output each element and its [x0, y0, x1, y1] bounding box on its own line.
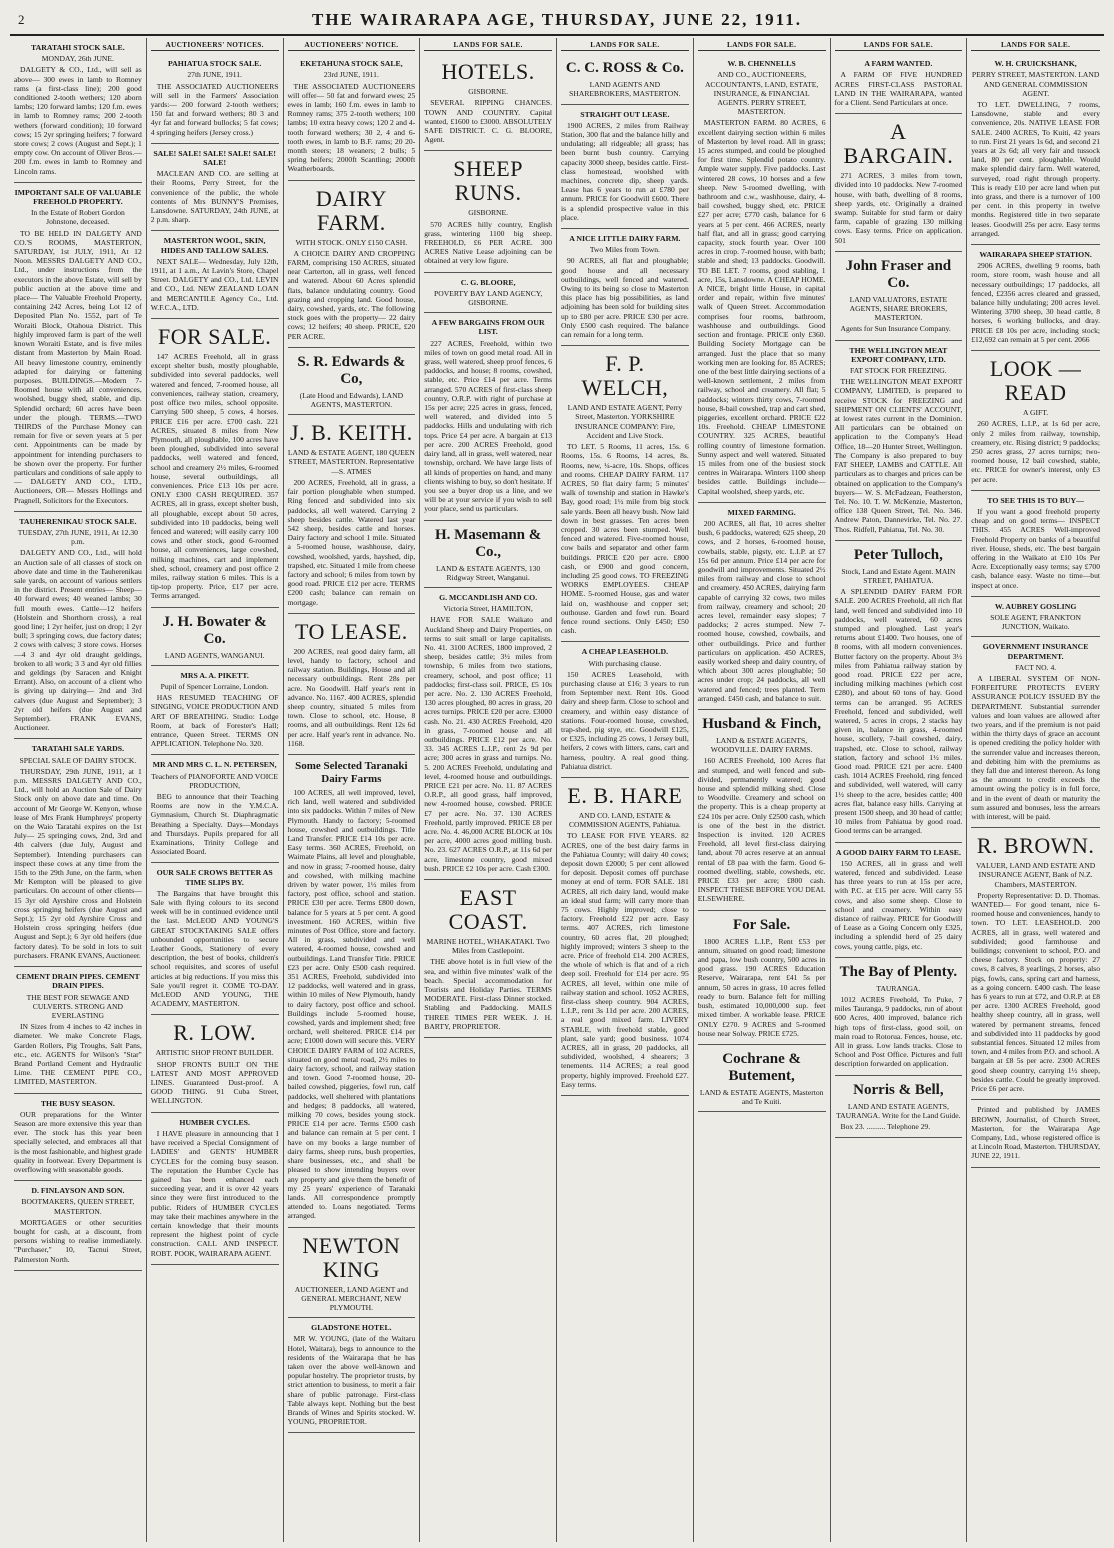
advertisement-subheading: LAND & ESTATE AGENTS, 130 Ridgway Street, Wanganui. [436, 563, 541, 582]
advertisement-heading: HOTELS. [441, 59, 535, 85]
advertisement [288, 1228, 416, 1319]
advertisement-body: Box 23. .......... Telephone 29. [840, 1122, 931, 1132]
advertisement [151, 1113, 279, 1265]
advertisement-subheading: THE BEST FOR SEWAGE AND CULVERTS. STRONG AND EVERLASTING [26, 992, 130, 1020]
advertisement-body: 227 ACRES, Freehold, within two miles of town on good metal road. All in grass, well watered, sheep proof fences, 6 paddocks, and house; 8 rooms, cowshed, stable, etc. Price £14 per acre. Terms arranged. 570 ACRES of first-class sheep country, O.R.P. with right of purchase at 15s per acre; 225 acres in grass, fenced, well watered, and divided into 5 paddocks. Hills and undulating with rich tops. Price £4 per acre. A bargain at £13 per acre. 200 ACRES Freehold, good dairy land, all in grass, well watered, near township, orchard. We have large lists of all kinds of properties on hand, and many clients wishing to buy, so don't hesitate. If you see a buyer drop us a line, and we will be at your service if you wish to sell your place, send us particulars. [424, 338, 552, 514]
advertisement-subheading: LAND & ESTATE AGENT, 180 QUEEN STREET, MASTERTON. Representative—S. ATMES [287, 448, 415, 476]
advertisement [561, 642, 689, 778]
advertisement-subheading: Teachers of PIANOFORTE AND VOICE PRODUCTION, [151, 771, 278, 790]
advertisement-subheading: Two Miles from Town. [589, 245, 660, 255]
advertisement-heading: A FARM WANTED. [864, 59, 933, 69]
advertisement-subheading: TUESDAY, 27th JUNE, 1911, At 12.30 p.m. [17, 527, 138, 547]
advertisement-heading: J. B. KEITH. [290, 420, 413, 446]
advertisement-heading: SHEEP RUNS. [453, 156, 523, 206]
advertisement-heading: John Fraser and Co. [845, 257, 952, 291]
advertisement-body: MACLEAN AND CO. are selling at their Rooms, Perry Street, for the convenience of the public, the whole contents of Mrs BUNNY'S Premises, Lansdowne. SATURDAY, 24th JUNE, at 2 p.m. sharp. [150, 169, 279, 225]
advertisement [835, 252, 963, 341]
advertisement-body: 147 ACRES Freehold, all in grass except shelter bush, mostly ploughable, subdivided into several paddocks, well watered and fenced, 7-roomed house, all conveniences, railway station, creamery, post office two miles, school opposite. Carrying 500 sheep, 5 cows, 4 horses. PRICE £16 per acre. £700 cash. 221 ACRES, situated 8 miles from New Plymouth, all ploughable, 100 acres have been ploughed, subdivided into several paddocks, well watered and fenced, school and creamery 2½ miles, 6-roomed house, several outbuildings, all conveniences. Price £13 10s per acre. ONLY £300 CASH REQUIRED. 357 ACRES, all in grass, except shelter bush, all ploughable, except about 50 acres, subdivided into 10 paddocks, being well fenced and watered; will easily carry 100 cows and other stock, good 6-roomed house, all conveniences, large cowshed, milking machines, cart and implement shed, school, creamery and post office 2 miles, railway station 6 miles. This is a tip-top property. Price, £17 per acre. Terms arranged. [150, 352, 279, 601]
advertisement-body: 90 ACRES, all flat and ploughable; good house and all necessary outbuildings, well fenced and watered. Owing to its being so close to Masterton this place has big possibilities, as land adjoining has been sold for building sites up to £80 per acre. PRICE £30 per acre. Only £500 cash required. The balance can remain for a long term. [561, 256, 689, 340]
advertisement [424, 273, 552, 314]
advertisement [151, 608, 279, 666]
advertisement-body: A CHOICE DAIRY AND CROPPING FARM, comprising 150 ACRES, situated near Carterton, all in grass, well fenced and watered. About 60 Acres splendid flats, balance undulating country. Good grazing and cropping land. Good house, dairy, cowshed, yards, etc. The following stock goes with the property— 22 dairy cows; 12 heifers; 40 sheep. PRICE, £20 PER ACRE. [287, 248, 416, 341]
advertisement-heading: H. Masemann & Co., [435, 526, 542, 560]
advertisement-subheading: LAND VALUATORS, ESTATE AGENTS, SHARE BROKERS, MASTERTON. [849, 294, 948, 323]
advertisement-heading: A BARGAIN. [843, 119, 954, 169]
advertisement-body: 271 ACRES, 3 miles from town, divided into 10 paddocks. New 7-roomed house, with bath, dwelling of 8 rooms, sheep yards, etc. Originally a drained swamp. Suitable for stud farm or dairy farm, capable of grazing 130 milking cows. Easy terms. Price on application. 501 [834, 171, 963, 245]
section-header: AUCTIONEERS' NOTICE. [288, 38, 416, 51]
advertisement [288, 755, 416, 1228]
advertisement-body: MR W. YOUNG, (late of the Waitaru Hotel, Waitara), begs to announce to the residents of the Wairarapa that he has taken over the above well-known and popular hostelry. The proprietor trusts, by strict attention to business, to merit a fair share of public patronage. First-class Table always kept. Nothing but the best Brands of Wines and Spirits stocked. W. YOUNG, PROPRIETOR. [287, 1334, 416, 1427]
advertisement [835, 541, 963, 843]
advertisement-body: A FARM OF FIVE HUNDRED ACRES FIRST-CLASS PASTORAL LAND IN THE WAIRARAPA, wanted for a Client. Send Particulars at once. [834, 70, 963, 108]
advertisement-heading: EKETAHUNA STOCK SALE, [300, 59, 403, 69]
advertisement-body: TO LET. 5 Rooms, 11 acres, 15s. 6 Rooms, 15s. 6 Rooms, 14 acres, 8s. Rooms, new, ¼-acre, 10s. Shops, offices and rooms. CHEAP DAIRY FARM. 117 ACRES, 50 flat dairy farm; 5 minutes' walk of township and station in Hawke's Bay, good road; 1½ mile from big stock sale yards. Been all heavy bush. Now laid down in best grasses. Ten acres been cropped. 30 acres been stumped. Well fenced and watered. Five-roomed house, cow bails and separator and other farm buildings. PRICE £20 per acre. £800 cash, or £900 and good concern, including 25 good cows. TO FREEZING WORKS EMPLOYEES. CHEAP HOME. 5-roomed House, gas and water laid on, washhouse and copper set; outhouse. Garden and fowl run. Board fence round sections. Only £450; £50 cash. [561, 442, 689, 636]
advertisement-body: MORTGAGES or other securities bought for cash, at a discount, from persons wishing to realise immediately. "Purchaser," 10, Tacnui Street, Palmerston North. [14, 1217, 142, 1264]
advertisement [288, 54, 416, 180]
advertisement [151, 755, 279, 863]
advertisement-heading: The Bay of Plenty. [839, 963, 958, 980]
advertisement-heading: FOR SALE. [157, 324, 272, 350]
advertisement-heading: TARATAHI SALE YARDS. [31, 744, 125, 754]
advertisement [971, 637, 1100, 828]
advertisement-subheading: Pupil of Spencer Lorraine, London. [160, 681, 269, 691]
advertisement-subheading: 23rd JUNE, 1911. [323, 70, 379, 80]
advertisement-heading: Husband & Finch, [702, 716, 822, 733]
advertisement-heading: IMPORTANT SALE OF VALUABLE FREEHOLD PROPERTY. [14, 187, 142, 207]
advertisement-heading: C. G. BLOORE, [460, 277, 516, 287]
advertisement [835, 958, 963, 1076]
advertisement-body: NEXT SALE— Wednesday, July 12th, 1911, at 1 a.m., At Lavin's Store, Chapel Street. DALGETY and CO., Ltd. LEVIN and CO., Ltd. NEW ZEALAND LOAN and MERCANTILE Agency Co., Ltd. W.F.C.A., LTD. [150, 256, 279, 312]
advertisement-heading: W. B. CHENNELLS [727, 59, 796, 69]
advertisement-subheading: VALUER, LAND AND ESTATE AND INSURANCE AGENT, Bank of N.Z. Chambers, MASTERTON. [975, 861, 1096, 889]
advertisement-heading: PAHIATUA STOCK SALE. [167, 59, 262, 69]
advertisement-body: 150 ACRES, all in grass and well watered, fenced and subdivided. Lease has three years to run at 15s per acre, with P.C. at £15 per acre. Will carry 55 cows, and also some sheep. Close to school and creamery. Within easy distance of railway. PRICE for Goodwill of Lease as a Going Concern only £325, including a splendid herd of 25 dairy cows, young cattle, pigs, etc. [834, 858, 963, 951]
advertisement [971, 351, 1100, 491]
advertisement-body: DALGETY & CO., Ltd., will sell as above— 300 ewes in lamb to Romney rams (a first-class line); 200 good conditioned 2-tooth wethers; 120 aborn lambs; 120 forward lambs; 120 f.m. ewes in lamb to Romney rams; 200 2-tooth wethers (forward condition); 10 forward cows; 15 2yr springing heifers; 7 forward store cows; 2 cows (August and Sept.); 1 empty cow. On account of Oliver Bros.— 200 f.m. ewes in lamb to Romney and Lincoln rams. [14, 65, 142, 176]
advertisement-body: SHOP FRONTS BUILT ON THE LATEST AND MOST APPROVED LINES. Guaranteed Dust-proof. A GOOD THING. 91 Cuba Street, WELLINGTON. [150, 1059, 279, 1106]
advertisement-heading: TAUHERENIKAU STOCK SALE. [19, 516, 137, 526]
advertisement [151, 54, 279, 144]
advertisement-heading: STRAIGHT OUT LEASE. [580, 109, 670, 119]
advertisement-body: 100 ACRES, all well improved, level, rich land, well watered and subdivided into six paddocks. Within 7 miles of New Plymouth. Handy to factory; 5-roomed house, cowshed and outbuildings. Title Land Transfer. PRICE £14 10s per acre. Easy terms. 360 ACRES, Freehold, on Waimate Plains, all level and ploughable, and now in grass; 7-roomed house, dairy and cowshed, with milking machine driven by water power, 1½ miles from factory, post office, school and station. PRICE £30 per acre. Terms £800 down, balance for 5 years at 5 per cent. A good investment. 160 ACRES, within five minutes of Post Office, store and factory. All in grass, subdivided and well watered, 4-roomed house, cowshed and outbuildings. Land Transfer Title. PRICE £23 per acre. Only £500 cash required. 351 ACRES, Freehold, subdivided into 12 paddocks, well watered and in grass, within 10 miles of New Plymouth, handy to dairy factory, post office and school. Buildings include 5-roomed house, cowshed, yards and implement shed; free orchard, well sheltered. PRICE £14 per acre; £1000 down will secure this. VERY CHOICE DAIRY FARM of 102 ACRES, situated on good metal road, 2½ miles to dairy factory, school, and railway station and town. Good 7-roomed house, 20-bailed cowshed, piggeries, fowl run, calf paddocks, well sheltered with plantations and hedges; 8 paddocks, all watered, milking 70 cows, besides young stock. PRICE £14 per acre. Terms £500 cash and balance can remain at 5 per cent. I have on my books a large number of dairy farms, sheep runs, bush properties, share businesses, etc., and shall be pleased to show intending buyers over any property and give them the benefit of my 25 years' experience of Taranaki lands. All correspondence promptly attended to. Loans negotiated. Terms arranged. [287, 787, 416, 1221]
advertisement-body: Printed and published by JAMES BROWN, Journalist, of Church Street, Masterton, for the Wairarapa Age Company, Ltd., whose registered office is at Lincoln Road, Masterton. THURSDAY, JUNE 22, 1911. [971, 1105, 1100, 1161]
advertisement [424, 54, 552, 151]
advertisement-heading: Some Selected Taranaki Dairy Farms [295, 759, 408, 785]
advertisement [971, 597, 1100, 638]
column-1 [10, 38, 147, 1542]
advertisement-body: 2906 ACRES, dwelling 9 rooms, bath room, store room, wash house and all necessary outbuildings; 17 paddocks, all fenced, £2356 acres cleared and grassed, balance hilly undulating; 200 acres level. Wintering 3700 sheep, 30 head cattle, 8 horses, 6 working bullocks, and dray. PRICE £8 10s per acre, including stock; £12,692 can remain at 5 per cent. 2066 [971, 261, 1100, 344]
advertisement [151, 863, 279, 1015]
advertisement-body: Property Representative: D. D. Thomas. WANTED— For good tenant, nice 6-roomed house and conveniences, handy to town. TO LET. LEASEHOLD. 200 ACRES, all in grass, well watered and subdivided; good farmhouse and buildings; convenient to school, P.O. and cheese factory. Stock on property: 27 cows, 8 calves, 8 yearlings, 2 horses, also pigs, fowls, cans, spring cart and harness, as a going concern. £400 cash. The lease has 6 years to run at £72, and O.R.P. at £8 per acre. 1300 ACRES Freehold, good healthy sheep country, all in grass, well watered by permanent streams, fenced and subdivided into 11 paddocks by good substantial fences. Situated 12 miles from town, and 4 miles from P.O. and school. A bargain at £8 5s per acre. 2300 ACRES good sheep country, carrying 1½ sheep, besides cattle. Could be greatly improved. Price £6 per acre. [971, 890, 1100, 1094]
advertisement [288, 348, 416, 415]
advertisement-heading: NEWTON KING [302, 1232, 401, 1282]
column-8 [967, 38, 1104, 1542]
section-header: AUCTIONEERS' NOTICES. [151, 38, 279, 51]
advertisement-heading: S. R. Edwards & Co, [297, 353, 406, 387]
column-6 [694, 38, 831, 1542]
section-header: LANDS FOR SALE. [971, 38, 1100, 51]
advertisement-subheading: FACT NO. 4. [1015, 662, 1057, 672]
advertisement-body: 160 ACRES Freehold, 100 Acres flat and stumped, and well fenced and sub-divided, permanently watered; good house and splendid milking shed. Close to Woodville. Creamery and school on the property. This is a cheap property at £24 10s per acre. Only £2500 cash, which is one of the best in the district. Inspection is invited. 120 ACRES Freehold, all level first-class dairying land, about 70 acres reserve at an annual rental of £8 paa with the farm. Good 6-roomed dwelling, stable, cowsheds, etc. PRICE £33 per acre; £800 cash. INSPECT THESE BEFORE YOU DEAL ELSEWHERE. [697, 756, 826, 904]
advertisement [835, 341, 963, 541]
advertisement-body: THE ASSOCIATED AUCTIONEERS will offer— 50 fat and forward ewes; 25 ewes in lamb; 160 f.m. ewes in lamb to Romney rams; 375 2-tooth wethers; 100 lambs; 10 extra heavy cows; 120 2 and 4-tooth forward wethers; 30 2, 4 and 6-tooth ewes, in lamb to B.F. rams; 20 20-month steers; 18 weaners; 2 bulls; 5 spring heifers; 2000ft Scantling; 2000ft Weatherboards. [287, 81, 416, 174]
advertisement-heading: G. MCCANDLISH AND CO. [439, 592, 538, 602]
advertisement-subheading: BOOTMAKERS, QUEEN STREET, MASTERTON. [21, 1197, 135, 1216]
advertisement [14, 512, 142, 740]
advertisement [698, 54, 826, 503]
advertisement [14, 1094, 142, 1182]
advertisement-body: TO BE HELD IN DALGETY AND CO.'S ROOMS, MASTERTON, SATURDAY, 1st JULY, 1911, At 12 Noon. MESSRS DALGETY AND CO., Ltd., under instructions from the executors in the above Estate, will sell by public auction at the above time and place— The Valuable Freehold Property, containing 242 Acres, being Lot 12 of Deposited Plan No. 1552, part of Te Woraiti Block, Otahoua District. This highly improved farm is part of the well known Woraiti Estate, and is five miles distant from Masterton by Main Road. All heavy limestone country, eminently adapted for dairying or fattening purposes. BUILDINGS.—Modern 7-Roomed house with all conveniences, woolshed, buggy shed, stable, and dip. Splendid orchard; 60 acres have been under the plough. TERMS.—TWO THIRDS of the Purchase Money can remain for five or seven years at 5 per cent. Appointments can be made by appointment for intending purchasers to be shown over the property. For further particulars and conditions of sale apply to— DALGETY AND CO., LTD., Auctioneers, OR— Messrs Hollings and Pragnell, Solicitors for the Executors. [14, 228, 142, 505]
advertisement-heading: W. AUBREY GOSLING [994, 601, 1077, 611]
advertisement-body: THE WELLINGTON MEAT EXPORT COMPANY, LIMITED, is prepared to receive STOCK for FREEZING and SHIPMENT ON CLIENTS' ACCOUNT, at lowest rates current in the Dominion. All particulars can be obtained on application to the Company's Head Office, 18—20 Hunter Street, Wellington. The Company is also prepared to buy FAT SHEEP, LAMBS and CATTLE. All particulars as to charges and prices can be obtained on application to the Company's buyers— W. S. McFadzean, Featherston, Tel. No. 10. T. W. McKenzie, Masterton, office 138 Queen Street, Tel. No. 346. Andrew Paton, Dannevirke, Tel. No. 27. Thos. Ridfell, Pahiatua, Tel. No. 30. [834, 377, 963, 534]
advertisement-body: MASTERTON FARM. 80 ACRES, 6 excellent dairying section within 6 miles of Masterton by level road. All in grass; 15 acres stumped, and could be ploughed for first time. Splendid potato country. Ample water supply. Five paddocks. Last wintered 28 cows, 10 horses and a few sheep. New 5-roomed dwelling, with bathroom and c.w., washhouse, dairy, 4-bail cowshed, buggy shed, etc. PRICE £27 per acre; £770 cash, balance for 6 years at 5 per cent. 466 ACRES, nearly half flat, and all in grass; good carrying capacity, stock fourth year. Over 100 acres in crop. 7-roomed house, with bath; stable and shed; 13 paddocks. Goodwill. TO BE LET. 7 rooms, good stabling, 1 acre, 15s, Lansdowne. A CHEAP HOME. A NICE, bright little House, in capital order and repair, within five minutes' walk of Queen Street. Accommodation comprises four rooms, bathroom, washhouse and outbuildings. Good section and frontage. PRICE only £360. Building Society Mortgage can be arranged. Just the place that so many working men are looking for. 85 ACRES; one of the best little dairying sections of a well-known settlement, 2 miles from railway, school and creamery. All flat; 5 paddocks; winters thirty cows, 7-roomed house, 8-bail cowshed, trap and cart shed, piggeries, excellent orchard. PRICE £22 10s. Freehold. CHEAP LIMESTONE COUNTRY. 325 ACRES, beautiful rolling country of limestone formation. Sunny aspect and well watered. Situated 15 miles from one of the busiest stock centres in Wairarapa. Winters 1100 sheep besides cattle. Buildings include—Capital woolshed, sheep yards, etc. [697, 118, 826, 496]
advertisement-body: THE above hotel is in full view of the sea, and within five minutes' walk of the beach. Special accommodation for Tourists and Holiday Parties. TERMS MODERATE. First-class Dinner stocked. Stabling and Paddocking. MAILS THREE TIMES PER WEEK. J. H. BARTY, PROPRIETOR. [424, 957, 552, 1031]
advertisement-subheading: LAND & ESTATE AGENTS, Masterton and Te Kuiti. [699, 1087, 824, 1107]
advertisement-heading: A CHEAP LEASEHOLD. [581, 647, 669, 657]
advertisement-body: BEG to announce that their Teaching Rooms are now in the Y.M.C.A. Gymnasium, Church St. Diaphragmatic Breathing a Specialty. Days—Mondays and Thursdays. Pupils prepared for all Examinations, Trinity College and Associated Board. [150, 792, 279, 857]
advertisement-heading: Cochrane & Butement, [722, 1050, 801, 1084]
advertisement [288, 1318, 416, 1433]
advertisement-body: Agents for Sun Insurance Company. [840, 324, 951, 334]
column-3 [284, 38, 421, 1542]
advertisement-heading: SALE! SALE! SALE! SALE! SALE! SALE! [153, 148, 276, 168]
section-header: LANDS FOR SALE. [561, 38, 689, 51]
column-5 [557, 38, 694, 1542]
advertisement-heading: GOVERNMENT INSURANCE DEPARTMENT. [982, 642, 1089, 661]
advertisement-heading: E. B. HARE [567, 783, 683, 808]
advertisement [424, 151, 552, 272]
advertisement [151, 1015, 279, 1112]
section-header: LANDS FOR SALE. [424, 38, 552, 51]
advertisement [14, 967, 142, 1093]
advertisement [151, 144, 279, 232]
advertisement-subheading: In the Estate of Robert Gordon Johnstone, deceased. [30, 208, 125, 227]
advertisement-body: TO LEASE FOR FIVE YEARS. 82 ACRES, one of the best dairy farms in the Pahiatua County; will dairy 40 cows; deposit down £2000; 5 per cent allowed for deposit. Deposit comes off purchase money at end of term. FOR SALE. 181 ACRES, all rich dairy land, would make an ideal stud farm; will carry more than 75 cows. Highly improved; close to factory. Freehold £22 per acre. Easy terms. 407 ACRES, rich limestone country, 60 acres flat, 20 ploughed; highly improved; winters 3 sheep to the acre. Price of freehold £14. 200 ACRES, the whole of which is flat and of a rich deep soil. Freehold for £14 per acre. 95 ACRES, all level, within one mile of railway station and school. 1052 ACRES, first-class sheep country. 904 ACRES, L.I.P., rent 3s 11d per acre. 200 ACRES, a real good mixed farm. LIVERY STABLE, with freehold stable, good plant, sale yard; good business. 1074 ACRES, all in grass, 20 paddocks, all subdivided, woolshed, 4 shearers; 3 tenements. 114 ACRES; a real good property, highly improved. Freehold £27. Easy terms. [561, 831, 689, 1089]
column-7 [831, 38, 968, 1542]
advertisement [14, 1181, 142, 1271]
advertisement-heading: W. H. CRUICKSHANK, [994, 59, 1077, 69]
advertisement-subheading: Stock, Land and Estate Agent. MAIN STREET, PAHIATUA. [841, 566, 956, 585]
advertisement-heading: DAIRY FARM. [315, 185, 387, 235]
advertisement [288, 614, 416, 755]
advertisement-body: 1800 ACRES L.I.P., Rent £53 per annum, situated on good road; limestone and papa, low bush country, 500 acres in good grass. 190 ACRES Education Reserve, Wairarapa, rent £41 5s per annum, 50 acres in grass, 10 acres felled ready to burn. Balance felt for milling bush, estimated 10,000,000 sup. feet mixed timber. A workable lease. PRICE ONLY £270. 9 ACRES and 5-roomed house near Solway. PRICE £725. [697, 936, 826, 1038]
advertisement [151, 666, 279, 756]
advertisement-heading: CEMENT DRAIN PIPES. CEMENT DRAIN PIPES. [15, 972, 140, 991]
advertisement-heading: HUMBER CYCLES. [179, 1117, 250, 1127]
advertisement [14, 38, 142, 183]
advertisement [424, 313, 552, 520]
column-2 [147, 38, 284, 1542]
advertisement-heading: J. H. Bowater & Co. [162, 613, 267, 647]
advertisement-subheading: PERRY STREET, MASTERTON. LAND AND GENERAL COMMISSION AGENT. [971, 70, 1100, 98]
advertisement-heading: F. P. WELCH, [581, 351, 669, 401]
advertisement-body: OUR preparations for the Winter Season are more extensive this year than ever. The stock has this year been specially selected, and embraces all that is the most fashionable, and highest grade quality in footwear. Every Department is overflowing with seasonable goods. [14, 1109, 142, 1174]
advertisement-subheading: GISBORNE. [468, 208, 509, 218]
advertisement-heading: MRS A. A. PIKETT. [180, 670, 249, 680]
advertisement-subheading: (Late Hood and Edwards), LAND AGENTS, MASTERTON. [299, 390, 404, 410]
advertisement [561, 229, 689, 346]
advertisement [835, 54, 963, 114]
advertisement-body: THE ASSOCIATED AUCTIONEERS will sell in the Farmers' Association yards:— 200 forward 2-tooth wethers; 150 fat and forward wethers; 80 3 and 4yr fat and forward bullocks; 5 fat cows; 4 springing heifers (Jersey cross.) [150, 81, 279, 137]
advertisement-heading: MASTERTON WOOL, SKIN, HIDES AND TALLOW SALES. [160, 236, 269, 255]
advertisement-body: 200 ACRES, real good dairy farm, all level, handy to factory, school and railway station. Buildings, House and all necessary outbuildings. Rent 28s per acre. No Goodwill. Half year's rent in advance. No. 1167. 400 ACRES, splendid sheep country, situated 5 miles from town. Close to school, etc. House, 8 rooms, and all outbuildings. Rent 12s 6d per acre. Half year's rent in advance. No. 1168. [287, 646, 416, 748]
advertisement-subheading: LAND AGENTS AND SHAREBROKERS, MASTERTON. [569, 80, 681, 99]
newspaper-title: THE WAIRARAPA AGE, THURSDAY, JUNE 22, 1911. [312, 10, 802, 29]
advertisement [698, 1045, 826, 1112]
advertisement-body: 1012 ACRES Freehold, To Puke, 7 miles Tauranga, 9 paddocks, run of about 600 Acres, 400 improved, balance rich high tops of first-class, good soil, on main road to Rotorua. Fences, house, etc. All in grass. Low lands tracks. Close to School and Post Office. Pictures and full description forwarded on application. [834, 995, 963, 1069]
advertisement [835, 843, 963, 958]
advertisement-subheading: ARTISTIC SHOP FRONT BUILDER. [155, 1048, 274, 1058]
advertisement-subheading: LAND & ESTATE AGENTS, WOODVILLE. DAIRY FARMS. [710, 736, 813, 755]
advertisement-body: THURSDAY, 29th JUNE, 1911, at 1 p.m. MESSRS DALGETY AND CO., Ltd., will hold an Auction Sale of Dairy Stock only on above date and time. On account of Mr George W. Kenyon, whose lease of Mrs Frank Humphreys' property on the Waio Taratahi expires on the 1st July— 25 springing cows, 2nd, 3rd and 4th calvers (due July, August and September). Intending purchasers can inspect these cows at any time from the 15th to the 29th June, on the farm, when Mr Kempton will be pleased to give particulars. On account of other clients— 15 3yr old Ayrshire cross and Holstein cross springing heifers (due August and Sept.); 15 2yr old Ayrshire Cross and Holstein cross springing heifers (due August and Sept.); 6 3yr old heifers (due factory dates). To be sold in lots to suit purchasers. FRANK EVANS, Auctioneer. [14, 766, 142, 960]
masthead [10, 6, 1104, 36]
advertisement-subheading: LAND AND ESTATE AGENTS, TAURANGA. Write for the Land Guide. [836, 1101, 961, 1120]
advertisement-subheading: With purchasing clause. [588, 658, 662, 668]
advertisement-subheading: POVERTY BAY LAND AGENCY, GISBORNE. [433, 288, 543, 308]
advertisement-heading: TO SEE THIS IS TO BUY— [987, 495, 1084, 505]
advertisement [288, 181, 416, 348]
advertisement [971, 245, 1100, 351]
advertisement-subheading: GISBORNE. [468, 87, 509, 97]
advertisement-subheading: AND CO., AUCTIONEERS, ACCOUNTANTS, LAND, ESTATE, INSURANCE, & FINANCIAL AGENTS. PERRY STREET, MASTERTON. [704, 70, 819, 117]
advertisement [971, 491, 1100, 597]
advertisement-heading: MR AND MRS C. L. N. PETERSEN, [152, 760, 277, 770]
advertisement [835, 114, 963, 252]
advertisement [561, 346, 689, 642]
advertisement-heading: GLADSTONE HOTEL. [311, 1323, 392, 1333]
advertisement-subheading: AUCTIONEER, LAND AGENT and GENERAL MERCHANT, NEW PLYMOUTH. [294, 1284, 409, 1312]
advertisement-heading: A FEW BARGAINS FROM OUR LIST. [431, 318, 545, 337]
advertisement-body: A LIBERAL SYSTEM OF NON-FORFEITURE PROTECTS EVERY ASSURANCE POLICY ISSUED BY the DEPARTMENT. Substantial surrender values and loan values are allowed after two years, and if the premium is not paid within the thirty days of grace an account is opened crediting the policy holder with the surrender value and increases thereon, and debiting him with the premiums as they fall due and interest thereon. As long as the amount to credit exceeds the amount owing the policy is in full force, and in the event of death or maturity the sum assured and bonuses, less the arrears with interest, will be paid. [971, 673, 1100, 822]
advertisement-subheading: SPECIAL SALE OF DAIRY STOCK. [19, 755, 137, 765]
advertisement [151, 319, 279, 607]
advertisement-body: TO LET. DWELLING, 7 rooms, Lansdowne, stable and every convenience, 20s. NATIVE LEASE FOR SALE. 2400 ACRES, To Kuiti, 42 years to run. First 21 years 1s 6d, and second 21 years at 2s 6d; all very fair and tussock land, 80 per cent. ploughable. Would make splendid dairy farm. Well watered, surveyed, road right through property. This is ready £10 per acre land when put into grass, and there is a turnover of 100 per cent. in this property in twelve months. Registered title in two separate leases. Goodwill 25s per acre. Easy terms arranged. [971, 100, 1100, 238]
advertisement [561, 54, 689, 104]
advertisement-subheading: FAT STOCK FOR FREEZING. [850, 366, 947, 376]
advertisement [151, 231, 279, 319]
advertisement-body: HAS RESUMED TEACHING OF SINGING, VOICE PRODUCTION AND ART OF BREATHING. Studio: Lodge Room, at back of Forester's Hall; entrance, Queen Street. TERMS ON APPLICATION. Telephone No. 320. [150, 693, 279, 749]
advertisement-subheading: WITH STOCK. ONLY £150 CASH. [295, 237, 408, 247]
advertisement-heading: D. FINLAYSON AND SON. [31, 1186, 125, 1196]
advertisement-heading: TO LEASE. [294, 618, 408, 644]
advertisement-body: 1900 ACRES, 2 miles from Railway Station, 300 flat and the balance hilly and undulating; all ridgeable; all grass; has been burnt bush country. Carrying capacity 3000 sheep, besides cattle. First-class homestead, woolshed with machines, concrete dip, sheep yards. Lease has 6 years to run at £780 per annum. PRICE for Goodwill £600. There is a splendid prospective value in this place. [561, 120, 689, 222]
advertisement-subheading: Victoria Street, HAMILTON, [443, 604, 533, 614]
advertisement-subheading: LAND AND ESTATE AGENT, Perry Street, Masterton. YORKSHIRE INSURANCE COMPANY: Fire, Accident and Live Stock. [567, 403, 683, 440]
advertisement-subheading: TAURANGA. [876, 983, 921, 993]
advertisement-heading: A NICE LITTLE DAIRY FARM. [569, 234, 681, 244]
advertisement-subheading: MARINE HOTEL, WHAKATAKI. Two Miles from Castlepoint. [426, 937, 550, 956]
advertisement-body: IN Sizes from 4 inches to 42 inches in diameter. We make Concrete Flags, Garden Rollers, Pig Troughs, Salt Pans, etc., etc. AGENTS for Wilson's "Star" Brand Portland Cement and Hydraulic Lime. THE CEMENT PIPE CO., LIMITED, MASTERTON. [14, 1022, 142, 1087]
advertisement-heading: OUR SALE CROWS BETTER AS TIME SLIPS BY. [156, 868, 273, 887]
advertisement-heading: WAIRARAPA SHEEP STATION. [979, 250, 1092, 260]
advertisement-body: I HAVE pleasure in announcing that I have received a Special Consignment of LADIES' and GENTS' HUMBER CYCLES for the coming busy season. The reputation the Humber Cycle has gained has been enhanced each succeeding year, and it is over 42 years since they were first introduced to the public. Riders of HUMBER CYCLES may take their machines anywhere in the certain knowledge that their mounts represent the highest point of cycle construction. CALL AND INSPECT. ROBT. POOK, WAIRARAPA AGENT. [150, 1128, 279, 1258]
advertisement [424, 880, 552, 1038]
advertisement-body: If you want a good freehold property cheap and on good terms— INSPECT THIS. 455 ACRES Well-improved Freehold Property on banks of a beautiful river. House, sheds, etc. The best bargain offering in the Waikato at £10 10s Per Acre. Exceptionally easy terms; say £700 cash, balance easy. Waste no time—but inspect at once. [971, 506, 1100, 590]
section-header: LANDS FOR SALE. [698, 38, 826, 51]
advertisement [561, 778, 689, 1096]
advertisement-heading: Peter Tulloch, [853, 546, 943, 563]
advertisement-body: DALGETY AND CO., Ltd., will hold an Auction sale of all classes of stock on above date and time in the Tauherenikau sale yards, on account of various settlers in the district. Present entries— Sheep—40 forward ewes; 40 weaned lambs; 30 full mouth ewes. Cattle—12 heifers (Holstein and Shorthorn cross), a real good line; 1 2yr heifer, just on drop; 1 2yr bull; 3 springing cows, due factory dates; 2 cows with calves; 3 store cows. Horses—4 3 and 4yr old draught geldings, broken to all work; 3 3 and 4yr old fillies and geldings (by Saracen and Knight Errant). Also, on account of a client who is giving up dairying— 2nd and 3rd calvers (due August and September); 3 2yr old heifers (due August and September). FRANK EVANS, Auctioneer. [14, 548, 142, 733]
advertisement-heading: C. C. ROSS & Co. [565, 60, 684, 77]
advertisement [288, 415, 416, 613]
advertisement-subheading: SOLE AGENT, FRANKTON JUNCTION, Waikato. [990, 612, 1081, 632]
advertisement-body: 260 ACRES, L.I.P., at 1s 6d per acre, only 2 miles from railway, township, creamery, etc. Rising district; 9 paddocks; 250 acres grass, 27 acres turnips; two-roomed house, 12 bail cowshed, stable, etc. PRICE for owner's interest, only £3 per acre. [971, 419, 1100, 484]
advertisement-body: 200 ACRES, Freehold, all in grass, a fair portion ploughable when stumped. Ring fenced and subdivided into six paddocks, all well watered. Carrying 2 sheep besides cattle. Watered last year 542 sheep, besides cattle and horses. Dairy factory and school 1 mile. Situated a 5-roomed house, washhouse, dairy, cowshed, woolshed, yards, hayshed, dip, trapshed, etc. Situated 1 mile from cheese factory and school; 6 miles from town by good road. PRICE £12 per acre. TERMS £200 cash; balance can remain on mortgage. [287, 477, 416, 607]
advertisement [14, 183, 142, 512]
advertisement-subheading: 27th JUNE, 1911. [187, 70, 242, 80]
advertisement [698, 710, 826, 911]
advertisement-heading: MIXED FARMING. [727, 507, 796, 517]
advertisement-subheading: LAND AGENTS, WANGANUI. [164, 650, 265, 660]
advertisement-subheading: MONDAY, 26th JUNE. [41, 54, 114, 64]
section-header: LANDS FOR SALE. [835, 38, 963, 51]
advertisement-body: 570 ACRES hilly country, English grass, wintering 1100 big sheep. FREEHOLD, £6 PER ACRE. 300 ACRES Native Lease adjoining can be obtained at very low figure. [424, 219, 552, 266]
page-number: 2 [18, 12, 25, 27]
advertisement-heading: EAST COAST. [448, 885, 528, 935]
advertisement [835, 1076, 963, 1139]
advertisement-heading: THE BUSY SEASON. [40, 1098, 115, 1108]
advertisement [424, 521, 552, 588]
advertisement-heading: R. LOW. [173, 1020, 256, 1046]
advertisement [971, 828, 1100, 1100]
advertisement-heading: THE WELLINGTON MEAT EXPORT COMPANY, LTD. [849, 345, 948, 364]
newspaper-columns [10, 38, 1104, 1542]
advertisement-heading: TARATAHI STOCK SALE. [31, 43, 125, 52]
advertisement-body: 200 ACRES, all flat, 10 acres shelter bush, 6 paddocks, watered; 625 sheep, 20 cows, and 2 horses, 6-roomed house, cowbails, stable, pigsty, etc. L.I.P. at £7 15s 6d per annum. Price £14 per acre for goodwill and improvements. Situated 2½ miles from railway and close to school and creamery. 450 ACRES, dairying farm capable of carrying 32 cows, two miles from railway, creamery and school; 20 acres level, remainder easy slopes; 7 paddocks; 2 acres stumped. New 7-roomed house, cowshed, cowbails, and other outbuildings. Price and further particulars on application. 450 ACRES, easily worked sheep and dairy country, of which about 300 acres ploughable; 50 acres under crop; 24 paddocks, all well watered and fenced; trees planted. Term arranged. £450 cash, and balance to suit. [697, 518, 826, 703]
column-4 [420, 38, 557, 1542]
advertisement-heading: Norris & Bell, [853, 1081, 944, 1098]
advertisement [424, 588, 552, 880]
advertisement [14, 739, 142, 967]
advertisement-heading: A GOOD DAIRY FARM TO LEASE. [835, 847, 961, 857]
advertisement-body: SEVERAL RIPPING CHANCES. TOWN AND COUNTRY. Capital wanted, £1600 to £3000. ABSOLUTELY SAFE DISTRICT. C. G. BLOORE, Agent. [424, 98, 552, 145]
advertisement-subheading: A GIFT. [1023, 408, 1049, 418]
advertisement-heading: R. BROWN. [976, 833, 1095, 859]
advertisement [971, 54, 1100, 245]
advertisement-heading: For Sale. [733, 916, 791, 933]
advertisement-heading: LOOK — READ [989, 356, 1082, 406]
advertisement-body: A SPLENDID DAIRY FARM FOR SALE. 200 ACRES Freehold, all rich flat land, well fenced and subdivided into 10 paddocks, well watered, 60 acres stumped and ploughed. Last year's returns about £1400. Two houses, one of 8 rooms, with all modern conveniences. Butter factory on the property. About 3½ miles from Pahiatua railway station by good road. PRICE £22 per acre, including milking machines (which cost £280), and about 60 tons of hay. Good terms can be arranged. 95 ACRES Freehold, fenced and subdivided, well watered, 5 acres in crops, 2 stacks hay given in, balance in grass, 4-roomed house, scullery, 7-bail cowshed, dairy, trapshed, etc. Close to school, railway station, factory and school 1½ miles. Good road. PRICE £21 per acre. £400 cash. 1014 ACRES Freehold, ring fenced and subdivided, well watered, will carry 1½ sheep to the acre, besides cattle; 400 acres flat, balance easy hills. Carrying at present 1500 sheep, and 30 head of cattle; 10 miles from Pahiatua by good road. Good terms can be arranged. [834, 587, 963, 836]
advertisement-subheading: AND CO. LAND, ESTATE & COMMISSION AGENTS, Pahiatua. [568, 811, 681, 830]
advertisement-body: The Bargains that have brought this Sale with flying colours to its second week will be in continued evidence until the last. McLEOD AND YOUNG'S GREAT STOCKTAKING SALE offers unbounded opportunities to secure Leather Goods, Stationery of every description, the best of books, children's school requisites, and scores of useful articles at big reductions. If you miss this Sale you'll regret it. COME TO-DAY. McLEOD AND YOUNG, THE ACADEMY, MASTERTON. [150, 888, 279, 1009]
advertisement-body: HAVE FOR SALE Waikato and Auckland Sheep and Dairy Properties, on terms to suit small or large capitalists. No. 41. 3100 ACRES, 1800 improved, 2 sheep, besides cattle; 3½ miles from township, 6 miles from two stations, creamery, school, and post office; 11 paddocks; first-class soil. PRICE, £5 10s per acre. No. 2. 130 ACRES Freehold, 130 acres ploughed, 80 acres in grass, 20 acres turnips. PRICE £20 per acre. £3000 cash. No. 21. 430 ACRES Freehold, 420 in grass, 7-roomed house and all outbuildings. PRICE £12 per acre. No. 33. 345 ACRES L.I.P., rent 2s 9d per acre; 300 acres in grass and turnips. No. 5. 200 ACRES Freehold, undulating and level, 4-roomed house and outbuildings. PRICE £21 per acre. No. 11. 87 ACRES O.R.P., all good grass, half improved, new 4-roomed house, cowshed. PRICE £7 per acre. No. 37. 130 ACRES Freehold, partly improved. PRICE £8 per acre. No. 4. 46,000 ACRE BLOCK at 10s per acre, 4000 acres good milling bush. No. 23. 627 ACRES O.R.P., at 11s 6d per acre, limestone country, good mixed bush. PRICE £2 10s per acre. Cash £300. [424, 615, 552, 873]
advertisement [561, 105, 689, 229]
advertisement-body: 150 ACRES Leasehold, with purchasing clause at £16; 3 years to run from September next. Rent 10s. Good dairy and sheep farm. Close to school and creamery, and within easy distance of stations. Four-roomed house, cowshed, trap-shed, pig stye, etc. Goodwill £125, or £325, including 25 cows, 1 Jersey bull, heifers, 2 cows with litters, cans, cart and harness, poultry. A real good thing. Pahiatua district. [561, 669, 689, 771]
advertisement [698, 911, 826, 1045]
advertisement [971, 1100, 1100, 1167]
advertisement [698, 503, 826, 710]
